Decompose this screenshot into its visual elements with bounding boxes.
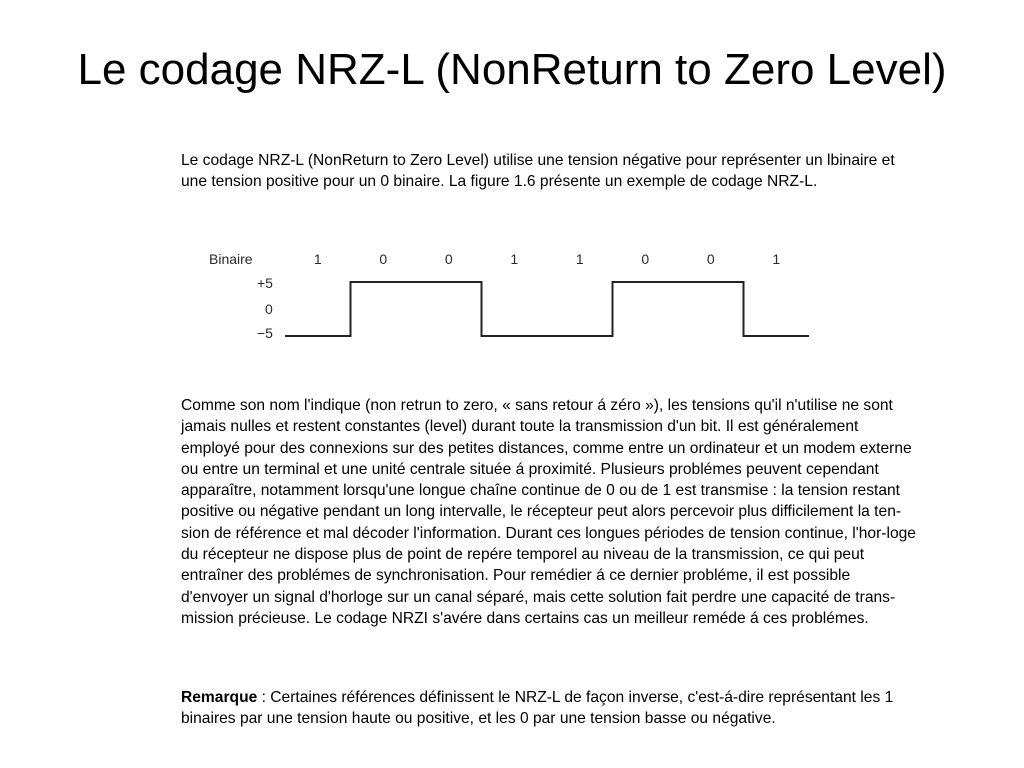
bit-labels — [314, 251, 781, 267]
nrz-l-waveform-diagram — [205, 244, 825, 354]
bit-label: 0 — [444, 251, 453, 267]
bit-label: 1 — [510, 251, 519, 267]
slide-title: Le codage NRZ-L (NonReturn to Zero Level) — [77, 45, 947, 94]
bit-label: 1 — [313, 251, 322, 267]
intro-paragraph: Le codage NRZ-L (NonReturn to Zero Level) utilise une tension négative pour représenter un lbinaire et une tension positive pour un 0 binaire. La figure 1.6 présente un exemple de codage NRZ-L. — [181, 152, 895, 191]
remark-paragraph — [181, 687, 921, 730]
level-label-minus5: −5 — [257, 325, 273, 341]
remark-label: Remarque — [181, 689, 258, 706]
remark-text: : Certaines références définissent le NRZ-L de façon inverse, c'est-á-dire représentant les 1 binaires par une tension haute ou positive, et les 0 par une tension basse ou négative. — [181, 689, 894, 728]
waveform — [285, 282, 809, 336]
body-paragraph: Comme son nom l'indique (non retrun to zero, « sans retour á zéro »), les tensions qu'il n'utilise ne sont jamais nulles et restent constantes (level) durant toute la transmission d'un bit. Il est généralement employé pour des connexions sur des petites distances, comme entre un ordinateur et un modem externe ou entre un terminal et une unité centrale située á proximité. Plusieurs problémes peuvent cependant apparaître, notamment lorsqu'une longue chaîne continue de 0 ou de 1 est transmise : la tension restant positive ou négative pendant un long intervalle, le récepteur peut alors percevoir plus difficilement la ten-sion de référence et mal décoder l'information. Durant ces longues périodes de tension continue, l'hor-loge du récepteur ne dispose plus de point de repére temporel au niveau de la transmission, ce qui peut entraîner des problémes de synchronisation. Pour remédier á ce dernier probléme, il est possible d'envoyer un signal d'horloge sur un canal séparé, mais cette solution fait perdre une capacité de trans-mission précieuse. Le codage NRZI s'avére dans certains cas un meilleur reméde á ces problémes. — [181, 397, 916, 627]
bit-label: 0 — [641, 251, 650, 267]
bit-label: 0 — [706, 251, 715, 267]
bit-label: 0 — [379, 251, 388, 267]
signal-line — [285, 282, 809, 336]
bit-label: 1 — [772, 251, 781, 267]
bit-label: 1 — [575, 251, 584, 267]
nrz-l-figure — [205, 244, 825, 354]
binary-row-label: Binaire — [209, 251, 253, 267]
level-label-zero: 0 — [265, 301, 273, 317]
level-label-plus5: +5 — [257, 275, 273, 291]
